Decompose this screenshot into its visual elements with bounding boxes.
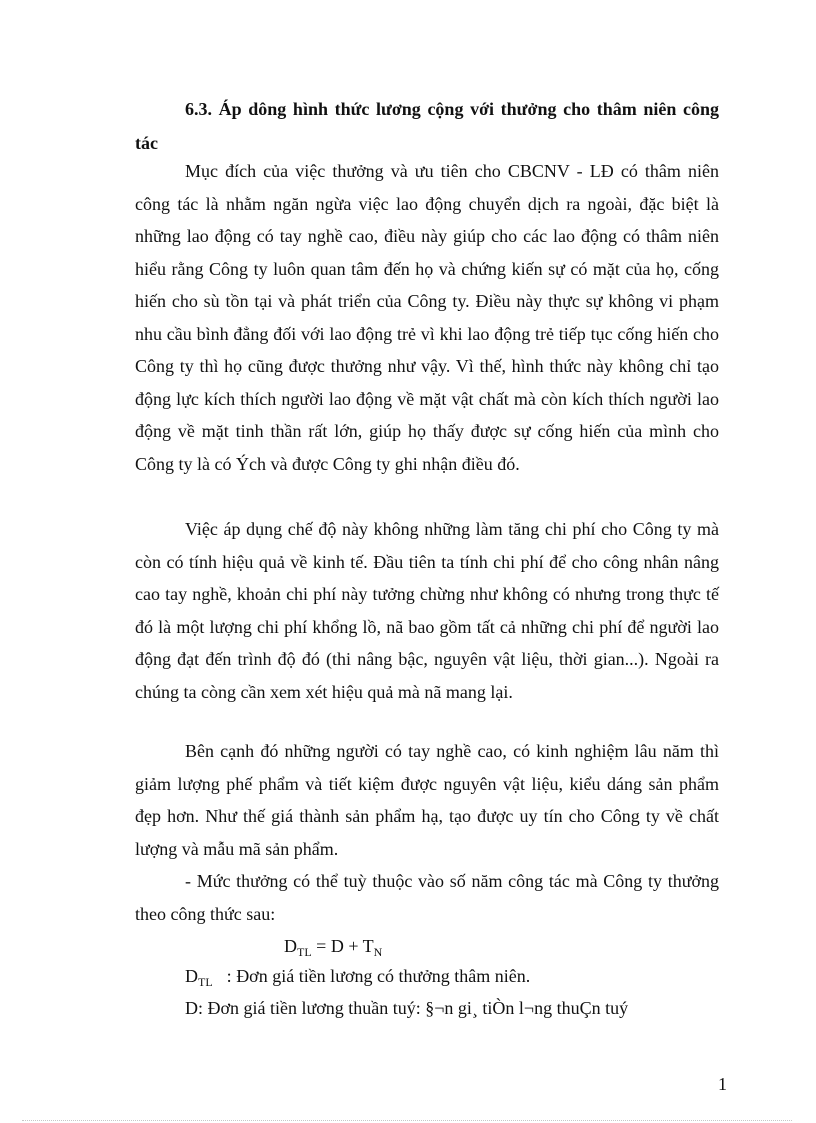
formula-lhs-subscript: TL: [297, 945, 312, 959]
paragraph-cost-efficiency: Việc áp dụng chế độ này không những làm tăng chi phí cho Công ty mà còn có tính hiệu quả về kinh tế. Đầu tiên ta tính chi phí để cho công nhân nâng cao tay nghề, khoản chi phí này tưởng chừng như không có nhưng trong thực tế đó là một lượng chi phí khổng lồ, nã bao gồm tất cả những chi phí để người lao động đạt đến trình độ đó (thi nâng bậc, nguyên vật liệu, thời gian...). Ngoài ra chúng ta còng cần xem xét hiệu quả mà nã mang lại.: [135, 519, 719, 702]
bonus-formula: [284, 932, 382, 966]
formula-lhs: D: [284, 936, 297, 956]
footer-divider: [22, 1120, 792, 1121]
definition-symbol: D:: [185, 998, 203, 1018]
definition-symbol-subscript: TL: [198, 975, 213, 989]
paragraph-bonus-rate: - Mức thưởng có thể tuỳ thuộc vào số năm công tác mà Công ty thưởng theo công thức sau:: [135, 871, 719, 924]
definition-separator: :: [226, 966, 232, 986]
definition-text: Đơn giá tiền lương thuần tuý: §¬n gi¸ tiÒn l¬ng thuÇn tuý: [207, 998, 629, 1018]
section-heading: 6.3. Áp dông hình thức lương cộng với thưởng cho thâm niên công tác: [135, 99, 719, 153]
definition-dtl: [185, 962, 530, 996]
formula-middle: = D + T: [311, 936, 374, 956]
definition-symbol: D: [185, 966, 198, 986]
definition-d: [185, 994, 628, 1022]
formula-rhs-subscript: N: [373, 945, 383, 959]
paragraph-benefits: Bên cạnh đó những người có tay nghề cao, có kinh nghiệm lâu năm thì giảm lượng phế phẩm và tiết kiệm được nguyên vật liệu, kiểu dáng sản phẩm đẹp hơn. Như thế giá thành sản phẩm hạ, tạo được uy tín cho Công ty về chất lượng và mẫu mã sản phẩm.: [135, 741, 719, 859]
page-number: 1: [718, 1074, 727, 1094]
paragraph-purpose: Mục đích của việc thưởng và ưu tiên cho CBCNV - LĐ có thâm niên công tác là nhằm ngăn ngừa việc lao động chuyển dịch ra ngoài, đặc biệt là những lao động có tay nghề cao, điều này giúp cho các lao động có thâm niên hiểu rằng Công ty luôn quan tâm đến họ và chứng kiến sự có mặt của họ, cống hiến cho sù tồn tại và phát triển của Công ty. Điều này thực sự không vi phạm nhu cầu bình đẳng đối với lao động trẻ vì khi lao động trẻ tiếp tục cống hiến cho Công ty thì họ cũng được thưởng như vậy. Vì thế, hình thức này không chỉ tạo động lực kích thích người lao động về mặt vật chất mà còn kích thích người lao động về mặt tinh thần rất lớn, giúp họ thấy được sự cống hiến của mình cho Công ty là có Ých và được Công ty ghi nhận điều đó.: [135, 161, 719, 474]
definition-text: Đơn giá tiền lương có thưởng thâm niên.: [236, 966, 531, 986]
